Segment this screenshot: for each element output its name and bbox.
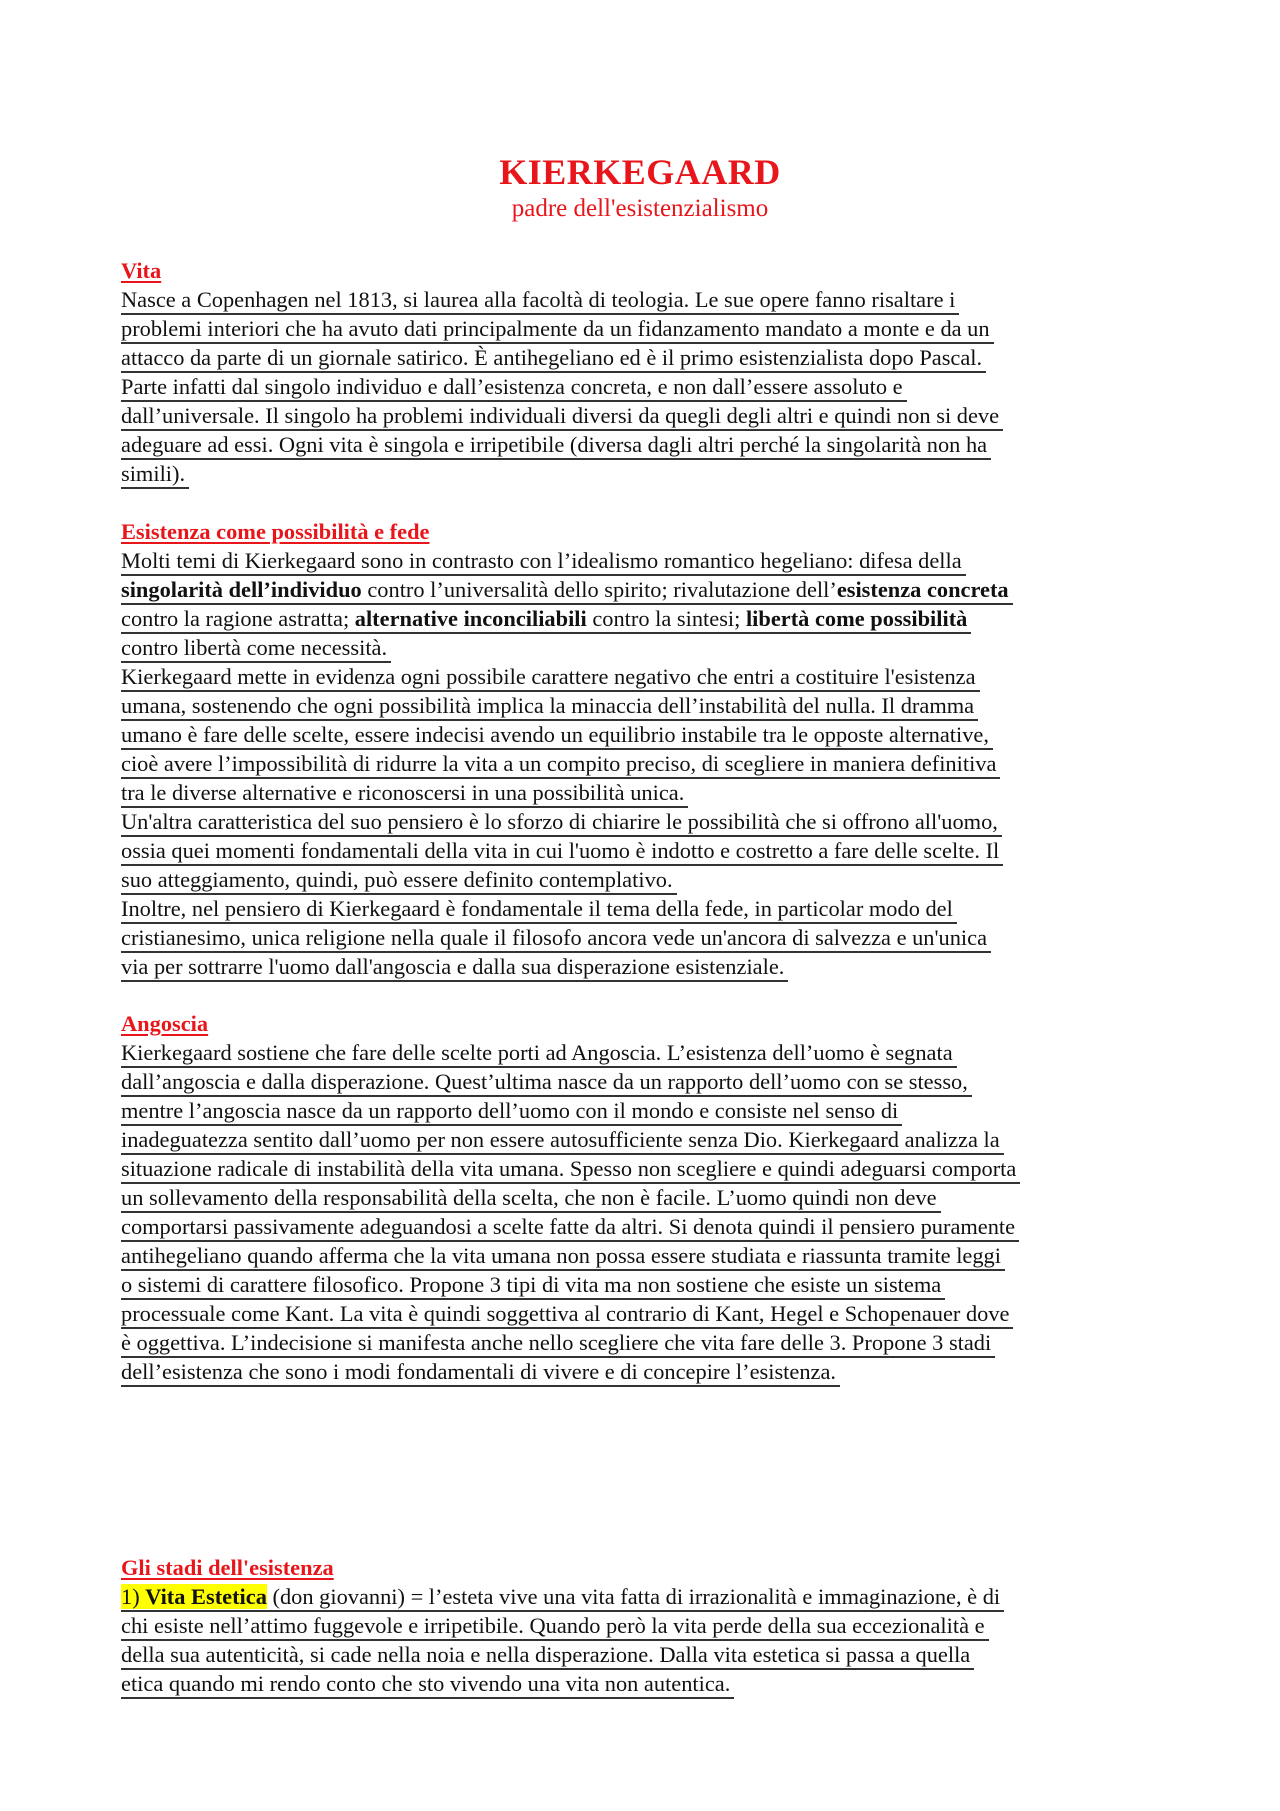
- bold-term: alternative inconciliabili: [354, 606, 587, 631]
- section-body: [121, 546, 1171, 981]
- text-line: [121, 576, 1013, 605]
- text-run: via per sottrarre l'uomo dall'angoscia e dalla sua disperazione esistenziale.: [121, 954, 785, 979]
- bold-term: libertà come possibilità: [745, 606, 968, 631]
- text-line: [121, 953, 788, 982]
- section-heading: Esistenza come possibilità e fede: [121, 519, 430, 544]
- text-line: [121, 779, 688, 808]
- text-run: cristianesimo, unica religione nella quale il filosofo ancora vede un'ancora di salvezza e un'unica: [121, 925, 988, 950]
- text-line: [121, 808, 1002, 837]
- text-run: contro l’universalità dello spirito; rivalutazione dell’: [361, 577, 837, 602]
- text-run: contro la ragione astratta;: [121, 606, 355, 631]
- text-line-first: [121, 1583, 1004, 1612]
- text-run: Molti temi di Kierkegaard sono in contrasto con l’idealismo romantico hegeliano: difesa della: [121, 548, 962, 573]
- text-line: chi esiste nell’attimo fuggevole e irripetibile. Quando però la vita perde della sua eccezionalità e: [121, 1612, 989, 1641]
- text-line: [121, 547, 966, 576]
- text-line: un sollevamento della responsabilità della scelta, che non è facile. L’uomo quindi non deve: [121, 1184, 941, 1213]
- text-line: [121, 924, 991, 953]
- text-run: umano è fare delle scelte, essere indecisi avendo un equilibrio instabile tra le opposte alternative,: [121, 722, 989, 747]
- text-line: [121, 663, 980, 692]
- text-run: tra le diverse alternative e riconoscersi in una possibilità unica.: [121, 780, 685, 805]
- text-run: ossia quei momenti fondamentali della vita in cui l'uomo è indotto e costretto a fare delle scelte. Il: [121, 838, 1000, 863]
- text-line: adeguare ad essi. Ogni vita è singola e irripetibile (diversa dagli altri perché la singolarità non ha: [121, 431, 991, 460]
- bold-term: esistenza concreta: [836, 577, 1009, 602]
- text-line: [121, 895, 957, 924]
- text-line: processuale come Kant. La vita è quindi soggettiva al contrario di Kant, Hegel e Schopenauer dove: [121, 1300, 1013, 1329]
- text-run: Un'altra caratteristica del suo pensiero è lo sforzo di chiarire le possibilità che si offrono all'uomo,: [121, 809, 998, 834]
- stage-title: Vita Estetica: [145, 1584, 267, 1609]
- text-run: contro libertà come necessità.: [121, 635, 388, 660]
- text-line: della sua autenticità, si cade nella noia e nella disperazione. Dalla vita estetica si passa a quella: [121, 1641, 974, 1670]
- text-line: [121, 605, 971, 634]
- text-line: inadeguatezza sentito dall’uomo per non essere autosufficiente senza Dio. Kierkegaard analizza la: [121, 1126, 1004, 1155]
- section-angoscia: [121, 1009, 1171, 1386]
- text-line: è oggettiva. L’indecisione si manifesta anche nello scegliere che vita fare delle 3. Propone 3 stadi: [121, 1329, 995, 1358]
- text-line: dall’universale. Il singolo ha problemi individuali diversi da quegli degli altri e quindi non si deve: [121, 402, 1003, 431]
- text-line: Nasce a Copenhagen nel 1813, si laurea alla facoltà di teologia. Le sue opere fanno risaltare i: [121, 286, 959, 315]
- text-line: [121, 721, 993, 750]
- section-heading: Gli stadi dell'esistenza: [121, 1555, 334, 1580]
- text-line: [121, 866, 677, 895]
- text-line: problemi interiori che ha avuto dati principalmente da un fidanzamento mandato a monte e da un: [121, 315, 994, 344]
- text-run: suo atteggiamento, quindi, può essere definito contemplativo.: [121, 867, 673, 892]
- text-line: simili).: [121, 460, 189, 489]
- text-line: comportarsi passivamente adeguandosi a scelte fatte da altri. Si denota quindi il pensiero puramente: [121, 1213, 1019, 1242]
- text-line: Kierkegaard sostiene che fare delle scelte porti ad Angoscia. L’esistenza dell’uomo è segnata: [121, 1039, 957, 1068]
- section-esistenza: [121, 517, 1171, 981]
- text-line: dall’angoscia e dalla disperazione. Quest’ultima nasce da un rapporto dell’uomo con se stesso,: [121, 1068, 972, 1097]
- stage-text: (don giovanni) = l’esteta vive una vita fatta di irrazionalità e immaginazione, è di: [266, 1584, 1001, 1609]
- text-run: contro la sintesi;: [586, 606, 746, 631]
- text-line: Parte infatti dal singolo individuo e dall’esistenza concreta, e non dall’essere assoluto e: [121, 373, 907, 402]
- text-run: umana, sostenendo che ogni possibilità implica la minaccia dell’instabilità del nulla. Il dramma: [121, 693, 975, 718]
- text-line: antihegeliano quando afferma che la vita umana non possa essere studiata e riassunta tramite leggi: [121, 1242, 1005, 1271]
- text-line: etica quando mi rendo conto che sto vivendo una vita non autentica.: [121, 1670, 734, 1699]
- text-line: attacco da parte di un giornale satirico. È antihegeliano ed è il primo esistenzialista dopo Pascal.: [121, 344, 986, 373]
- text-line: [121, 692, 978, 721]
- text-run: Kierkegaard mette in evidenza ogni possibile carattere negativo che entri a costituire l'esistenza: [121, 664, 976, 689]
- page-subtitle: padre dell'esistenzialismo: [511, 195, 769, 222]
- text-run: cioè avere l’impossibilità di ridurre la vita a un compito preciso, di scegliere in maniera definitiva: [121, 751, 997, 776]
- text-line: [121, 837, 1003, 866]
- bold-term: singolarità dell’individuo: [121, 577, 362, 602]
- text-line: mentre l’angoscia nasce da un rapporto dell’uomo con il mondo e consiste nel senso di: [121, 1097, 902, 1126]
- highlighted-label: [121, 1584, 267, 1609]
- text-line: o sistemi di carattere filosofico. Propone 3 tipi di vita ma non sostiene che esiste un sistema: [121, 1271, 945, 1300]
- section-heading: Vita: [121, 258, 162, 283]
- section-heading: Angoscia: [121, 1011, 209, 1036]
- text-line: dell’esistenza che sono i modi fondamentali di vivere e di concepire l’esistenza.: [121, 1358, 840, 1387]
- text-run: Inoltre, nel pensiero di Kierkegaard è fondamentale il tema della fede, in particolar modo del: [121, 896, 953, 921]
- text-line: situazione radicale di instabilità della vita umana. Spesso non scegliere e quindi adeguarsi comporta: [121, 1155, 1020, 1184]
- section-stadi: [121, 1553, 1171, 1698]
- text-line: [121, 750, 1000, 779]
- section-vita: [121, 256, 1171, 488]
- page-title: KIERKEGAARD: [499, 152, 781, 192]
- text-line: [121, 634, 391, 663]
- list-number: 1): [121, 1584, 146, 1609]
